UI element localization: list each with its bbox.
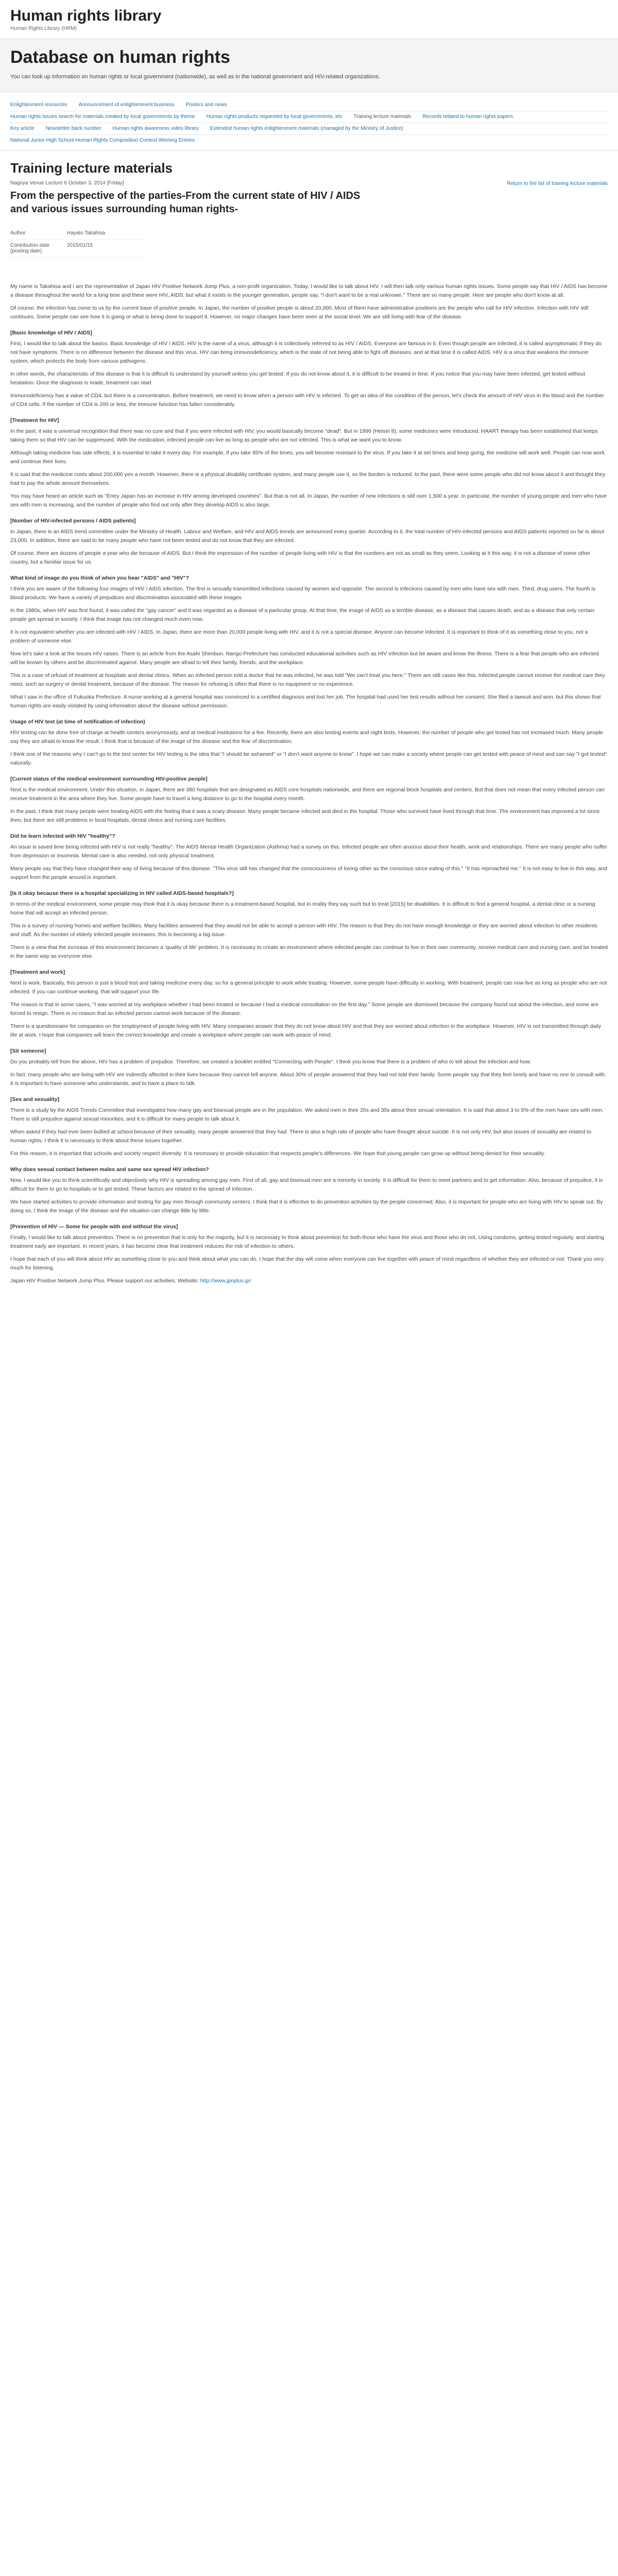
nav-link[interactable]: Extended human rights enlightenment materials (managed by the Ministry of Justice) [210,125,403,131]
body-paragraph: What I saw in the office of Fukuoka Prefecture. A nurse working at a general hospital was convinced to a certified diagnosis and lost her job. The hospital had used her test results without her consent. She filed a lawsuit and won, but this shows that human rights are easily violated by using information about the disease without permission. [10,693,601,709]
body-heading: What kind of image do you think of when you hear "AIDS" and "HIV"? [10,574,190,581]
website-link[interactable]: http://www.jpnplus.jp/ [200,1277,251,1284]
back-to-list-link[interactable]: Return to the list of training lecture materials [507,180,608,187]
article-title: From the perspective of the parties-From the current state of HIV / AIDS and various issues surrounding human rights- [10,190,360,215]
body-paragraph: Of course, the infection has come to us by the current base of positive people. In Japan, the number of positive people is about 20,000. Most of them have administrative positions are the people who call for HIV infection. Infection with HIV still continues. Some people can see how it is going or what is being done to support it. However, no major changes have been seen at the social level. We are still living with fear of the disease. [10,304,589,320]
body-heading: [Prevention of HIV — Some for people with and without the virus] [10,1223,178,1230]
body-paragraph: Now let's take a look at the issues HIV raises. There is an article from the Asahi Shimbun. Nango Prefecture has conducted educational activities such as HIV infection but be aware and know the illness. There is a fear that people who are infected will be known by others and be discriminated against. Many people are afraid to tell their family, friends, and the workplace. [10,650,599,666]
body-paragraph: My name is Takahisa and I am the representative of Japan HIV Positive Network Jump Plus, a non-profit organization. Today, I would like to talk about HIV. I will then talk only various human rights issues. Some people say that HIV / AIDS has become a disease throughout the world for a long time and there were HIV, AIDS, but what it exists in the younger generation, people say, "I don't want to be a real unknown." There are so many people. Here are people who don't know at all. [10,283,608,298]
nav-link[interactable]: Human rights awareness video library [112,125,199,131]
body-paragraph: There is a study by the AIDS Trends Committee that investigated how many gay and bisexual people are in the population. We asked men in their 20s and 30s about their sexual orientation. It is said that about 3 to 5% of the men have sex with men. There is still prejudice against sexual minorities, and it is difficult for many people to talk about it. [10,1107,604,1122]
body-heading: [Sex and sexuality] [10,1096,60,1103]
body-paragraph: Finally, I would like to talk about prevention. There is no prevention that is only for the majority, but it is necessary to think about prevention for both those who have the virus and those who do not. Using condoms, getting tested regularly, and starting treatment early are important. In recent years, it has become clear that treatment reduces the risk of infection to others. [10,1234,605,1249]
body-paragraph: Next is the medical environment. Under this situation, in Japan, there are 380 hospitals that are designated as AIDS core hospitals nationwide, and there are regional block hospitals and centers. But that does not mean that every infected person can receive treatment in the area where they live. Some people have to travel a long distance to go to the hospital every month. [10,786,605,802]
nav-link[interactable]: Human rights products requested by local governments, etc [206,113,342,120]
body-paragraph: Immunodeficiency has a value of CD4, but there is a concentration. Before treatment, we need to know when a person with HIV is infected. To get an idea of the condition of the person, let's check the amount of HIV virus in the blood and the number of CD4 cells. If the number of CD4 is 200 or less, the immune function has fallen considerably. [10,392,604,408]
body-paragraph: In fact, many people who are living with HIV are indirectly affected in their lives because they cannot tell anyone. About 30% of people answered that they had not told their family. Some people say that they feel lonely and have no one to consult with. It is important to have someone who understands, and to have a place to talk. [10,1071,607,1087]
body-paragraph: There is a questionnaire for companies on the employment of people living with HIV. Many companies answer that they do not know about HIV and that they are worried about infection in the workplace. However, HIV is not transmitted through daily life at work. I hope that companies will learn the correct knowledge and create a workplace where people can work with peace of mind. [10,1023,602,1038]
body-paragraph: Many people say that they have changed their way of living because of this disease. "This virus still has changed that the consciousness of loving other as the conscious since eating of this." "It has reproached me." It is not easy to live in this way, and support from the people around is important. [10,865,607,880]
body-paragraph: I think you are aware of the following four images of HIV / AIDS infection. The first is sexually transmitted infections caused by women and opposite. The second is infections caused by men who have sex with men. Third, drug users. The fourth is blood products. We have a variety of prejudices and discrimination associated with these images. [10,585,596,601]
body-paragraph: The reason is that in some cases, "I was worried at my workplace whether I had been treated or because I had a medical consultation on the first day." Some people are dismissed because the company found out about the infection, and some are forced to resign. There is no reason that an infected person cannot work because of the disease. [10,1001,598,1016]
database-banner [0,39,618,92]
body-paragraph: You may have heard an article such as "Entry Japan has an increase in HIV among developed countries". But that is not all. In Japan, the number of new infections is still over 1,500 a year. In particular, the number of young people and men who have sex with men is increasing, and the number of people who find out only after they develop AIDS is also large. [10,493,607,508]
info-row-author [10,227,144,240]
body-heading: Usage of HIV test (at time of notification of infection) [10,718,145,725]
body-paragraph: In the past, I think that many people were treating AIDS with the feeling that it was a scary disease. Many people became infected and died in the hospital. Those who survived have lived through that time. The environment has improved a lot since then, but there are still problems in local hospitals, dental clinics and nursing care facilities. [10,808,600,823]
info-row-date [10,240,144,258]
body-heading: Did he learn infected with HIV "healthy"? [10,833,115,839]
nav-link[interactable]: Posters and news [185,101,227,108]
info-key: Author [10,230,26,236]
body-paragraph: Next is work. Basically, this person is just a blood test and taking medicine every day, so for a general principle to work while treating. However, some people have difficulty in working. With treatment, people can now live as long as people who are not infected. If you can continue working, that will support your life. [10,979,607,995]
nav-row-2 [10,111,608,123]
info-value: 2015/01/15 [67,242,93,248]
body-paragraph: When asked if they had ever been bullied at school because of their sexuality, many people answered that they had. There is also a high rate of people who have thought about suicide. It is not only HIV, but also issues of sexuality are related to human rights. I think it is necessary to think about these issues together. [10,1128,592,1144]
body-paragraph: We have started activities to provide information and testing for gay men through community centers. I think that it is effective to do prevention activities by the people concerned. Also, it is important for people who are living with HIV to speak out. By doing so, I think the image of the disease and the situation can change little by little. [10,1198,603,1214]
body-paragraph: For this reason, it is important that schools and society respect diversity. It is necessary to provide education that respects people's differences. We hope that young people can grow up without being denied for their sexuality. [10,1150,545,1157]
body-paragraph: Of course, there are dozens of people a year who die because of AIDS. But I think the impression of the number of people living with HIV is that the numbers are not as small as they seem. Looking at it this way, it is not a disease of some other country, but a familiar issue for us. [10,550,591,565]
body-paragraph: It is not equivalent whether you are infected with HIV / AIDS. In Japan, there are more than 20,000 people living with HIV, and it is not a special disease. Anyone can become infected. It is important to think of it as something close to you, not a problem of someone else. [10,629,588,644]
database-title: Database on human rights [10,47,230,67]
article-body [10,282,608,1285]
nav-row-4 [10,134,608,146]
nav-link[interactable]: Newsletter back number [45,125,101,131]
body-paragraph: This is a case of refusal of treatment at hospitals and dental clinics. When an infected person told a doctor that he was infected, he was told "We can't treat you here." There are still cases like this. Infected people cannot receive the medical care they need, such as surgery or dental treatment, because of the disease. The reason for refusing is often that there is no equipment or no experience. [10,672,605,687]
body-paragraph: In other words, the characteristic of this disease is that it is difficult to understand by yourself unless you get tested. If you do not know about it, it is difficult to be treated in time. If you notice that you may have been infected, get tested without hesitation. Once the diagnosis is made, treatment can start. [10,370,586,386]
body-paragraph: This is a survey of nursing homes and welfare facilities. Many facilities answered that they would not be able to accept a person with HIV. The reason is that they do not have enough knowledge or they are worried about infection to other residents and staff. As the number of elderly infected people increases, this is becoming a big issue. [10,922,597,938]
section-title: Training lecture materials [10,160,173,176]
article-info [10,227,608,258]
body-paragraph: There is a view that the increase of this environment becomes a 'quality of life' problem. It is necessary to create an environment where infected people can continue to live in their own community, receive medical care and nursing care, and be treated in the same way as everyone else. [10,944,608,959]
main-content [0,151,618,1285]
body-paragraph: In the 1980s, when HIV was first found, it was called the "gay cancer" and it was regarded as a disease of a particular group. At that time, the image of AIDS as a terrible disease, as a disease that causes death, and as a disease that only certain people get spread in society. I think that image has not changed much even now. [10,607,594,622]
body-paragraph: Japan HIV Positive Network Jump Plus. Please support our activities. Website: http://www.jpnplus.jp/ [10,1277,251,1284]
nav-link[interactable]: Enlightenment resources [10,101,67,108]
body-paragraph: I think one of the reasons why I can't go to the test center for HIV testing is the idea that "I should be ashamed" or "I don't want anyone to know". I hope we can make a society where people can get tested with peace of mind and can say "I got tested" naturally. [10,751,607,766]
category-nav [0,92,618,151]
body-heading: [Number of HIV-infected persons / AIDS patients] [10,517,136,524]
nav-link[interactable]: Key article [10,125,35,131]
nav-row-3 [10,123,608,134]
body-heading: [Treatment and work] [10,969,65,975]
site-header [0,0,618,31]
article-meta: Nagoya Venue Lecture 6 October 3, 2014 [Friday] [10,180,124,186]
body-heading: [Basic knowledge of HIV / AIDS] [10,329,92,336]
body-heading: Why does sexual contact between males and same sex spread HIV infection? [10,1166,209,1173]
body-paragraph: In Japan, there is an AIDS trend committee under the Ministry of Health, Labour and Welfare, and HIV and AIDS trends are announced every quarter. According to it, the total number of HIV-infected persons and AIDS patients reported so far is about 23,000. In addition, there are said to be many people who have not been tested and do not know that they are infected. [10,528,605,544]
body-heading: [Current status of the medical environment surrounding HIV-positive people] [10,775,208,782]
body-paragraph: It is said that the medicine costs about 200,000 yen a month. However, there is a physical disability certificate system, and many people use it, so the burden is reduced. In the past, there were some people who did not know about it and thought they had to pay the whole amount themselves. [10,471,606,486]
nav-link[interactable]: Records related to human rights papers [422,113,513,120]
nav-link[interactable]: National Junior High School Human Rights Composition Contest Winning Entries [10,137,195,143]
nav-link[interactable]: Announcement of enlightenment business [78,101,175,108]
site-subtitle: Human Rights Library (HRM) [10,26,77,31]
body-paragraph: I hope that each of you will think about HIV as something close to you and think about what you can do. I hope that the day will come when everyone can live together with peace of mind regardless of whether they are infected or not. Thank you very much for listening. [10,1256,604,1271]
info-value: Hayato Takahisa [67,230,105,236]
body-heading: [Treatment for HIV] [10,417,59,423]
database-description: You can look up information on human rights or local government (nationwide), as well as in the national government and HIV-related organizations. [10,74,381,80]
site-title[interactable]: Human rights library [10,7,162,24]
nav-row-1 [10,99,608,111]
nav-link[interactable]: Training lecture materials [353,113,411,120]
body-paragraph: An issue is saved time being infected with HIV is not really "healthy". The AIDS Mental Health Organization (Asthma) had a survey on this. Infected people are often anxious about their health, work and relationships. There are many people who suffer from depression or insomnia. Mental care is also needed, not only physical treatment. [10,843,608,859]
body-paragraph: Do you probably tell from the above, HIV has a problem of prejudice. Therefore, we created a booklet entitled "Connecting with People". I think you know that there is a problem of who to tell about the infection and how. [10,1058,531,1065]
body-paragraph: HIV testing can be done free of charge at health centers anonymously, and at medical institutions for a fee. Recently, there are also testing events and night tests. However, the number of people who get tested has not increased much. Many people say they are afraid to know the result. I think that is because of the image of the disease and the fear of discrimination. [10,729,603,744]
body-paragraph: In the past, it was a universal recognition that there was no cure and that if you were infected with HIV, you would basically become "dead". But in 1996 (Heisei 8), some medicines were introduced. HAART therapy has been established that keeps taking them so that HIV can be suppressed. With the medication, infected people can live as long as people who are not infected. This is what we want you to know. [10,428,598,443]
info-key: Contribution date (posting date) [10,242,50,254]
body-heading: [Sit someone] [10,1047,46,1054]
body-paragraph: Although taking medicine has side effects, it is essential to take it every day. For example, if you take 95% of the times, you will become resistant to the virus. If you take it at set times and keep going, the medicine will work well. People can now work and continue their lives. [10,449,605,465]
body-paragraph: In terms of the medical environment, some people may think that it is okay because there is a treatment-based hospital, but in reality they say such but to treat [2015] be disabilities. It is difficult to find a general hospital, a dental clinic or a nursing home that will accept an infected person. [10,901,595,916]
body-paragraph: First, I would like to talk about the basics. Basic knowledge of HIV / AIDS. HIV is the name of a virus, although it is collectively referred to as HIV / AIDS. Everyone are famous in it. Even though people are infected, it is called asymptomatic if they do not have symptoms. There is no difference between the disease and this virus. HIV can bring immunodeficiency, which is the state of not being able to fight off diseases, and at that time it is called AIDS. HIV is a virus that weakens the immune system, which protects the body from various pathogens. [10,340,602,364]
nav-link[interactable]: Human rights issues search for materials created by local governments by theme [10,113,195,120]
body-paragraph: Now, I would like you to think scientifically and objectively why HIV is spreading among gay men. First of all, gay and bisexual men are a minority in society. It is difficult for them to meet partners and to get information. Also, because of prejudice, it is difficult for them to go to hospitals or to get tested. These factors are related to the spread of infection. [10,1177,603,1192]
body-heading: [Is it okay because there is a hospital specializing in HIV called AIDS-based hospitals?] [10,890,234,896]
